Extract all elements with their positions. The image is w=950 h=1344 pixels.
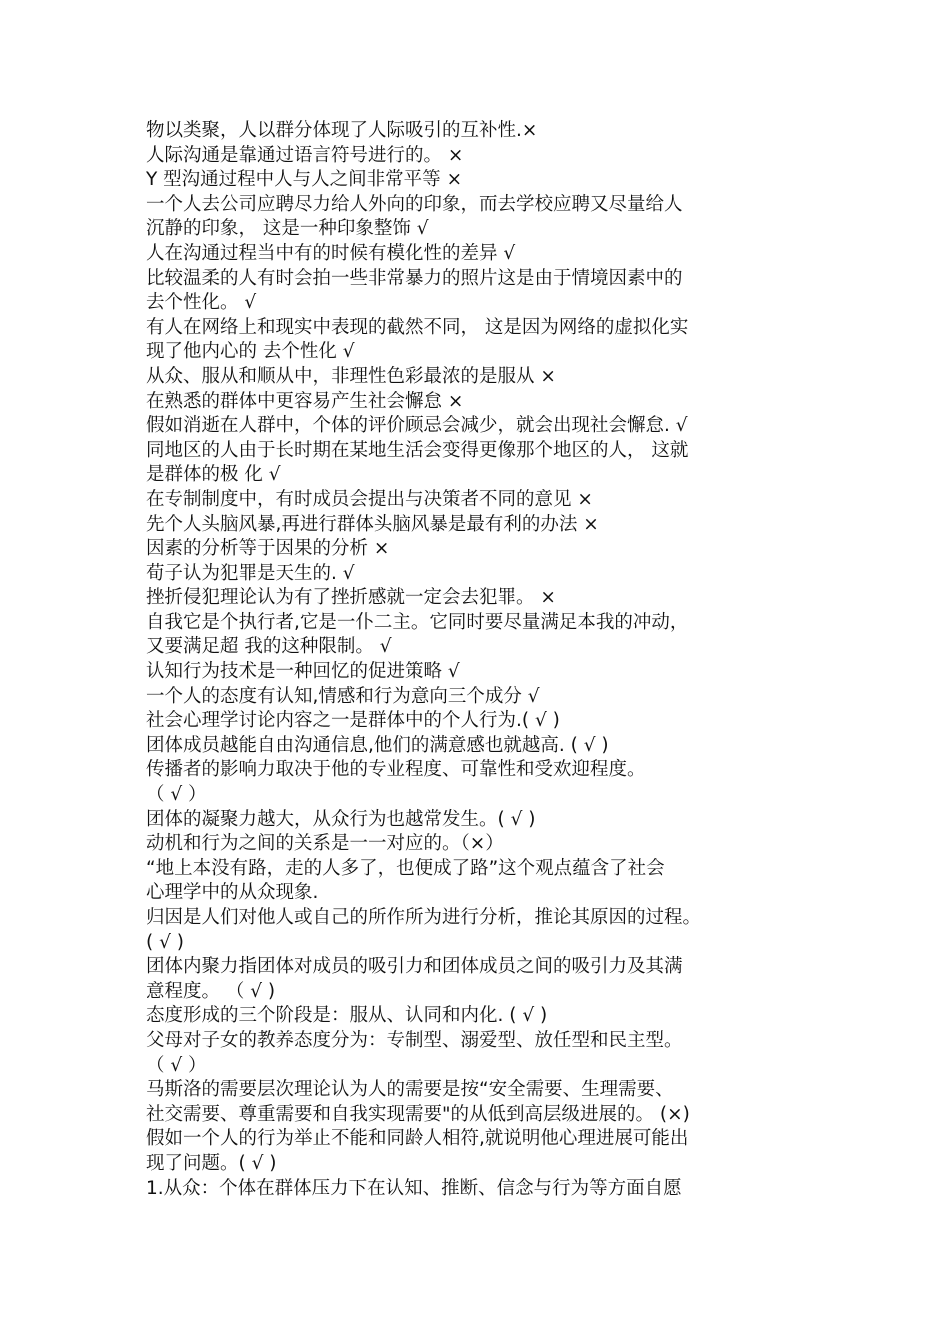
text-line: 社交需要、尊重需要和自我实现需要"的从低到高层级进展的。 (×): [146, 1103, 690, 1125]
text-line: 父母对子女的教养态度分为：专制型、溺爱型、放任型和民主型。: [146, 1029, 683, 1051]
text-line: 同地区的人由于长时期在某地生活会变得更像那个地区的人， 这就: [146, 439, 689, 461]
text-line: 团体成员越能自由沟通信息,他们的满意感也就越高. ( √ ): [146, 734, 609, 756]
text-line: 社会心理学讨论内容之一是群体中的个人行为.( √ ): [146, 710, 560, 732]
text-line: 1.从众：个体在群体压力下在认知、推断、信念与行为等方面自愿: [146, 1177, 682, 1199]
text-line: 因素的分析等于因果的分析 ×: [146, 538, 390, 560]
text-line: 先个人头脑风暴,再进行群体头脑风暴是最有利的办法 ×: [146, 513, 599, 535]
text-line: 动机和行为之间的关系是一一对应的。（×）: [146, 833, 504, 855]
text-line: 自我它是个执行者,它是一仆二主。它同时要尽量满足本我的冲动，: [146, 611, 689, 633]
text-line: 马斯洛的需要层次理论认为人的需要是按“安全需要、生理需要、: [146, 1079, 674, 1101]
text-line: 归因是人们对他人或自己的所作所为进行分析，推论其原因的过程。: [146, 907, 702, 928]
text-line: 人际沟通是靠通过语言符号进行的。 ×: [146, 144, 464, 166]
text-line: ( √ ): [146, 931, 184, 953]
text-line: 比较温柔的人有时会拍一些非常暴力的照片这是由于情境因素中的: [146, 267, 683, 289]
text-line: 有人在网络上和现实中表现的截然不同， 这是因为网络的虚拟化实: [146, 316, 689, 338]
text-line: 心理学中的从众现象.: [146, 882, 319, 904]
text-line: 现了他内心的 去个性化 √: [146, 341, 355, 363]
text-line: 假如消逝在人群中，个体的评价顾忌会减少，就会出现社会懈怠. √: [146, 415, 688, 437]
text-line: 现了问题。( √ ): [146, 1152, 277, 1174]
text-line: 挫折侵犯理论认为有了挫折感就一定会去犯罪。 ×: [146, 587, 556, 609]
text-line: 传播者的影响力取决于他的专业程度、可靠性和受欢迎程度。: [146, 759, 646, 781]
document-body: [146, 119, 836, 1201]
text-line: 态度形成的三个阶段是：服从、认同和内化. ( √ ): [146, 1005, 548, 1027]
text-line: 一个人去公司应聘尽力给人外向的印象，而去学校应聘又尽量给人: [146, 193, 683, 215]
text-line: （ √ ）: [146, 1054, 207, 1076]
text-line: “地上本没有路，走的人多了，也便成了路”这个观点蕴含了社会: [146, 857, 665, 879]
text-line: 人在沟通过程当中有的时候有模化性的差异 √: [146, 242, 516, 264]
text-line: 从众、服从和顺从中，非理性色彩最浓的是服从 ×: [146, 365, 556, 387]
text-line: 在熟悉的群体中更容易产生社会懈怠 ×: [146, 390, 464, 412]
text-line: 荀子认为犯罪是天生的. √: [146, 562, 355, 584]
text-line: 团体的凝聚力越大，从众行为也越常发生。( √ ): [146, 808, 536, 830]
text-line: 团体内聚力指团体对成员的吸引力和团体成员之间的吸引力及其满: [146, 956, 683, 978]
text-line: 认知行为技术是一种回忆的促进策略 √: [146, 661, 460, 683]
text-line: 是群体的极 化 √: [146, 464, 281, 486]
text-line: （ √ ）: [146, 784, 207, 806]
text-line: 又要满足超 我的这种限制。 √: [146, 636, 392, 658]
text-line: 在专制制度中，有时成员会提出与决策者不同的意见 ×: [146, 488, 593, 510]
text-line: 去个性化。 √: [146, 292, 257, 314]
text-line: Y 型沟通过程中人与人之间非常平等 ×: [146, 169, 463, 191]
text-line: 意程度。 （ √ ): [146, 980, 276, 1002]
text-line: 一个人的态度有认知,情感和行为意向三个成分 √: [146, 685, 540, 707]
text-line: 假如一个人的行为举止不能和同龄人相符,就说明他心理进展可能出: [146, 1128, 689, 1150]
text-line: 物以类聚，人以群分体现了人际吸引的互补性.×: [146, 120, 538, 141]
text-line: 沉静的印象， 这是一种印象整饰 √: [146, 218, 429, 240]
